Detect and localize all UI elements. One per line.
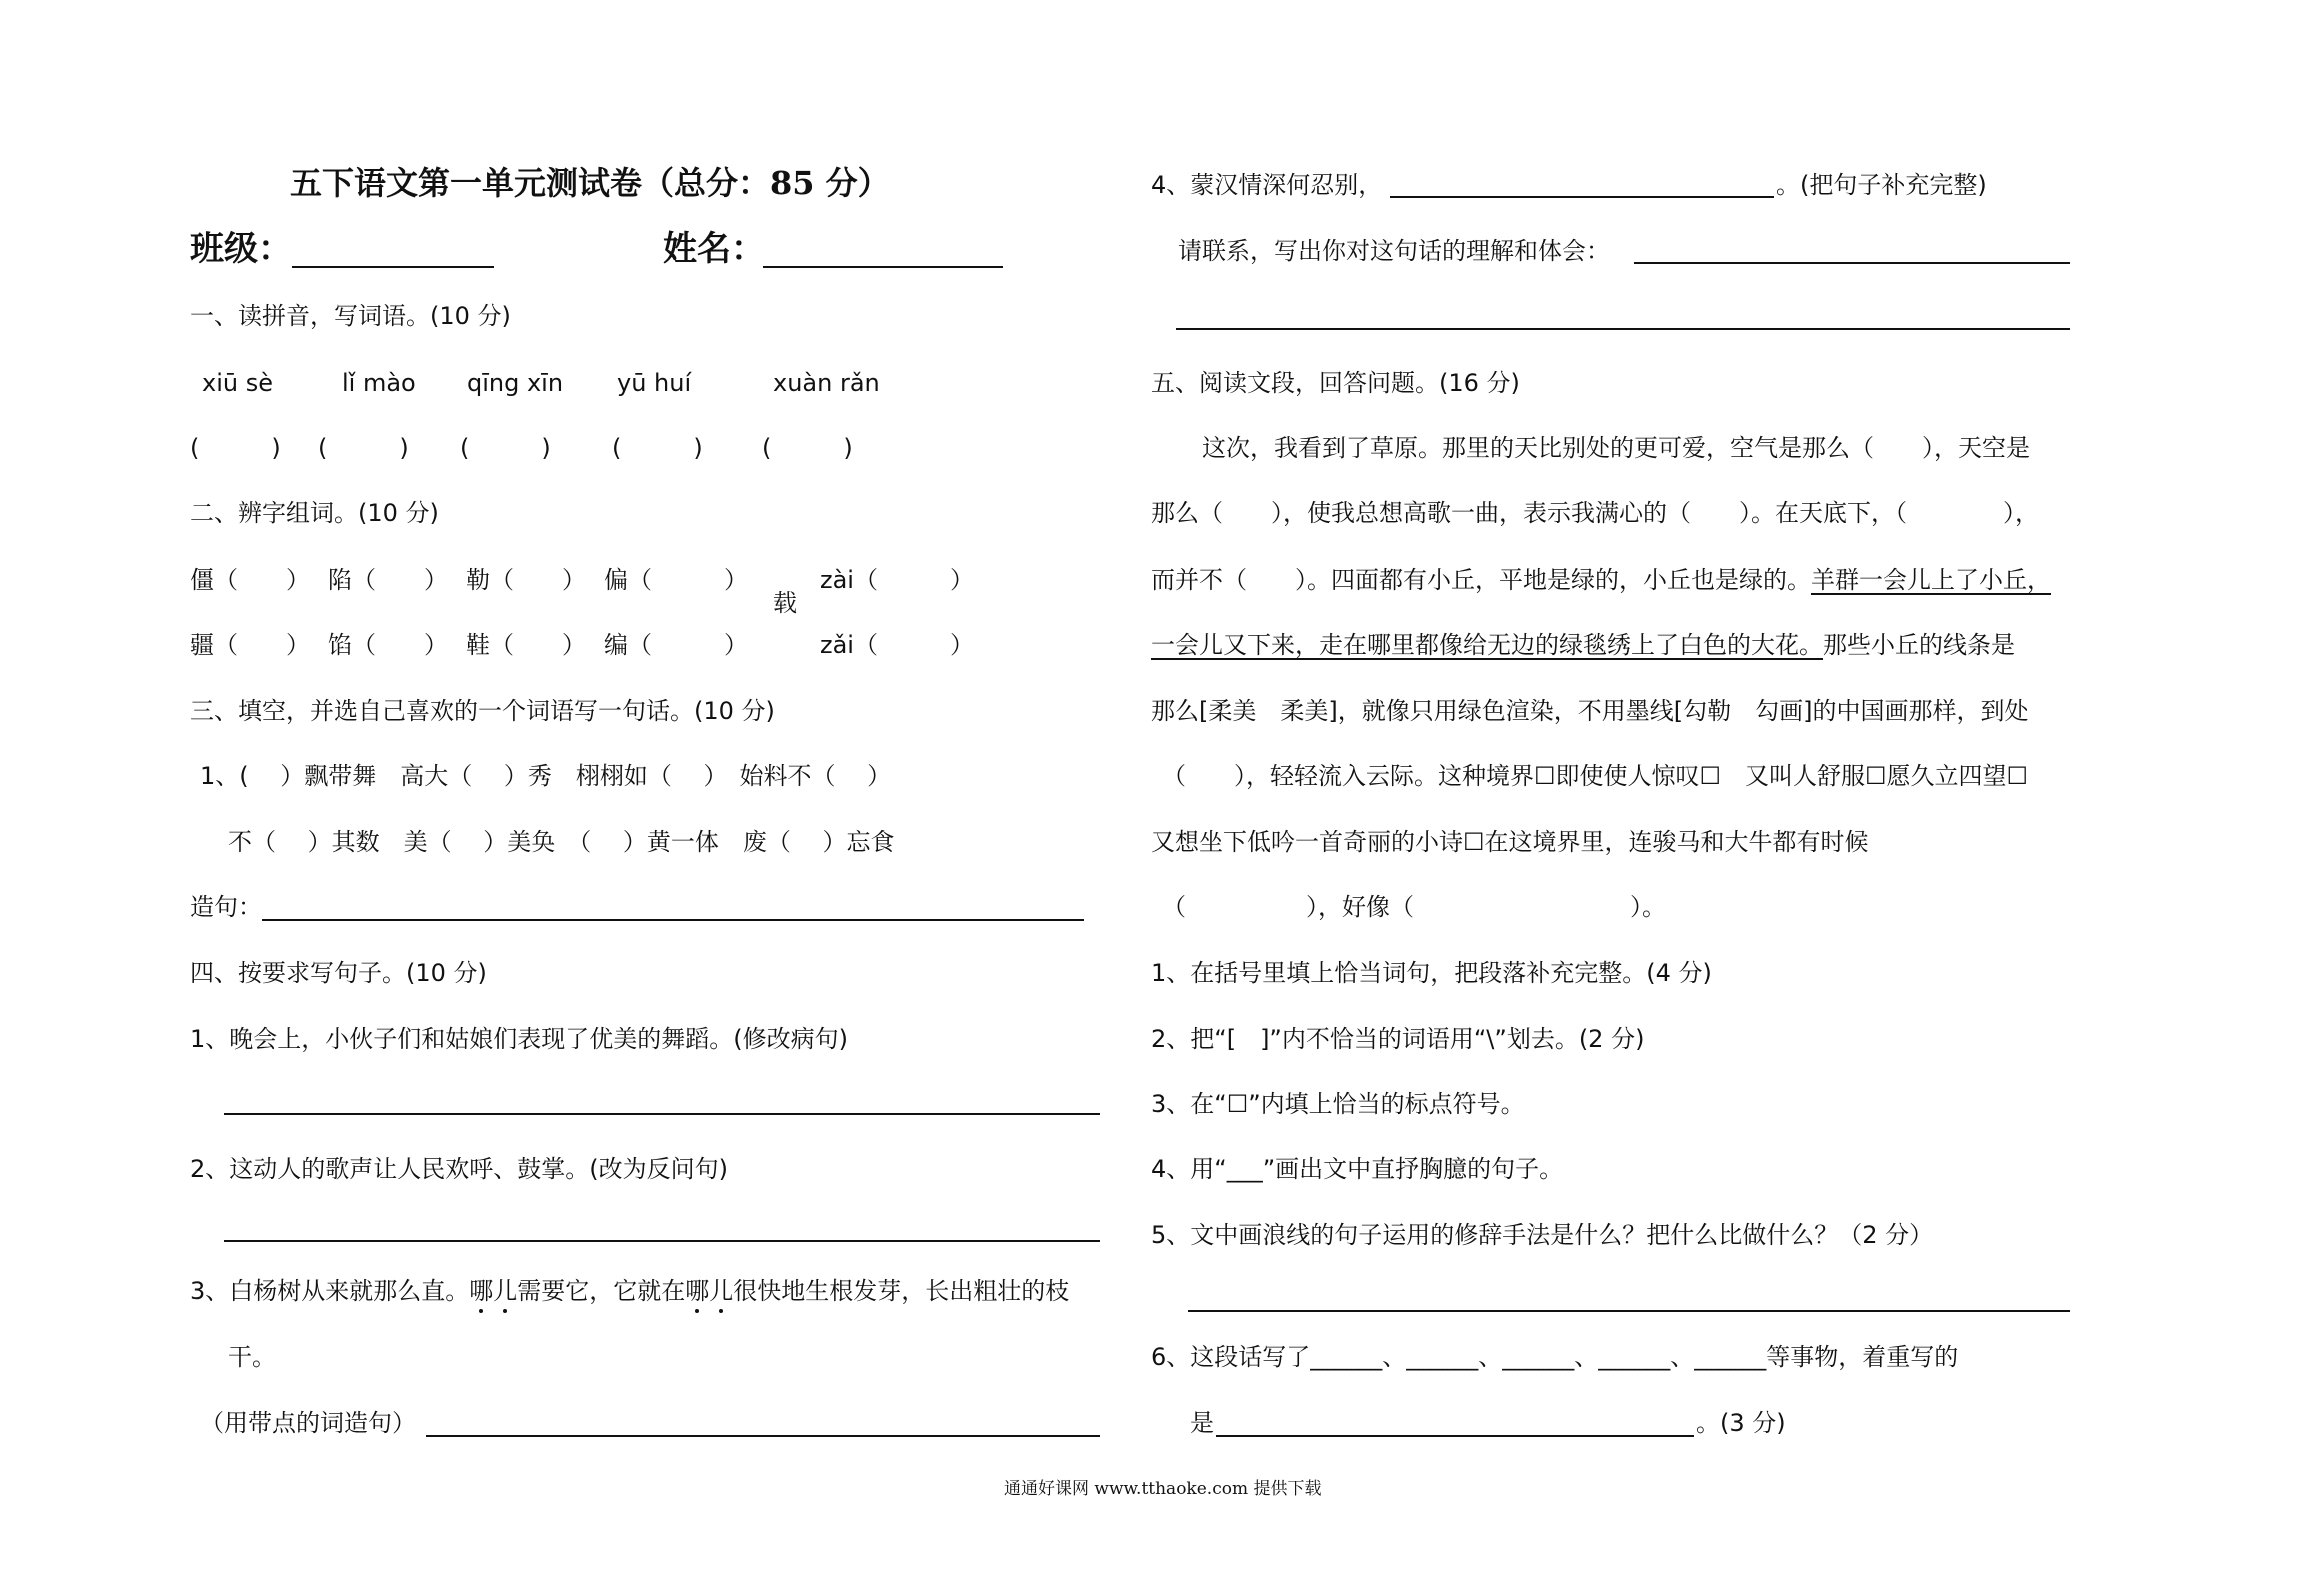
char-group-3b[interactable]: 鞋（ ） xyxy=(466,631,586,659)
s4-question-2: 2、这动人的歌声让人民欢呼、鼓掌。(改为反问句) xyxy=(190,1155,728,1183)
name-blank[interactable] xyxy=(763,266,1003,268)
zaoju-label: 造句： xyxy=(190,893,262,921)
s5-question-1: 1、在括号里填上恰当词句，把段落补充完整。(4 分) xyxy=(1151,959,1712,987)
char-group-2b[interactable]: 馅（ ） xyxy=(328,631,448,659)
s4-answer-line-3[interactable] xyxy=(426,1435,1100,1437)
pinyin-3: qīng xīn xyxy=(467,369,564,397)
zai-char: 载 xyxy=(773,589,797,617)
char-group-2a[interactable]: 陷（ ） xyxy=(328,566,448,594)
class-blank[interactable] xyxy=(292,266,494,268)
pinyin-5: xuàn rǎn xyxy=(773,369,880,397)
pinyin-1: xiū sè xyxy=(202,369,273,397)
passage-line-6: （ ），轻轻流入云际。这种境界☐即使使人惊叹☐ 又叫人舒服☐愿久立四望☐ xyxy=(1162,762,2029,790)
pinyin-answer-4[interactable]: ( ) xyxy=(612,434,703,462)
name-label: 姓名： xyxy=(663,229,765,269)
s5-question-6-tail: 。(3 分) xyxy=(1696,1409,1786,1437)
passage-line-1: 这次，我看到了草原。那里的天比别处的更可爱，空气是那么（ ），天空是 xyxy=(1202,434,2030,462)
class-label: 班级： xyxy=(190,229,292,269)
idiom-row-2[interactable]: 不（ ）其数 美（ ）美奂 （ ）黄一体 废（ ）忘食 xyxy=(228,828,895,856)
wavy-sentence-b: 一会儿又下来，走在哪里都像给无边的绿毯绣上了白色的大花。 xyxy=(1151,631,1823,659)
s5-answer-line-5[interactable] xyxy=(1188,1310,2070,1312)
section-3-heading: 三、填空，并选自己喜欢的一个词语写一句话。(10 分) xyxy=(190,697,775,725)
s4-answer-line-1[interactable] xyxy=(224,1113,1100,1115)
s4-question-4: 4、蒙汉情深何忍别， xyxy=(1151,171,1383,199)
s5-question-6[interactable]: 6、这段话写了______、______、______、______、______等事物，着重写的 xyxy=(1151,1343,1959,1371)
s5-answer-line-6[interactable] xyxy=(1216,1435,1694,1437)
idiom-row-1[interactable]: 1、( ）飘带舞 高大（ ）秀 栩栩如（ ） 始料不（ ） xyxy=(200,762,892,790)
section-5-heading: 五、阅读文段，回答问题。(16 分) xyxy=(1151,369,1520,397)
pinyin-answer-1[interactable]: ( ) xyxy=(190,434,281,462)
zaoju-line[interactable] xyxy=(262,919,1084,921)
passage-line-7: 又想坐下低吟一首奇丽的小诗☐在这境界里，连骏马和大牛都有时候 xyxy=(1151,828,1869,856)
char-group-1a[interactable]: 僵（ ） xyxy=(190,566,310,594)
s4-question-3-task: （用带点的词造句） xyxy=(200,1409,416,1437)
passage-line-8: （ ），好像（ ）。 xyxy=(1162,893,1666,921)
wavy-sentence-a: 羊群一会儿上了小丘， xyxy=(1811,566,2051,594)
passage-line-5: 那么[柔美 柔美]，就像只用绿色渲染，不用墨线[勾勒 勾画]的中国画那样，到处 xyxy=(1151,697,2029,725)
pinyin-answer-3[interactable]: ( ) xyxy=(460,434,551,462)
page-footer: 通通好课网 www.tthaoke.com 提供下载 xyxy=(1004,1479,1322,1499)
s4-question-4-tail: 。(把句子补充完整) xyxy=(1776,171,1987,199)
s5-question-6-b: 是 xyxy=(1190,1409,1214,1437)
passage-line-2: 那么（ ），使我总想高歌一曲，表示我满心的（ ）。在天底下，（ ）， xyxy=(1151,499,2039,527)
section-4-heading: 四、按要求写句子。(10 分) xyxy=(190,959,487,987)
passage-line-3: 而并不（ ）。四面都有小丘，平地是绿的，小丘也是绿的。羊群一会儿上了小丘， xyxy=(1151,566,2051,594)
s5-question-2: 2、把“[ ]”内不恰当的词语用“\”划去。(2 分) xyxy=(1151,1025,1645,1053)
section-1-heading: 一、读拼音，写词语。(10 分) xyxy=(190,302,511,330)
s5-question-3: 3、在“☐”内填上恰当的标点符号。 xyxy=(1151,1090,1525,1118)
s4-question-3: 3、白杨树从来就那么直。哪儿需要它，它就在哪儿很快地生根发芽，长出粗壮的枝 xyxy=(190,1277,1070,1305)
s4-question-1: 1、晚会上，小伙子们和姑娘们表现了优美的舞蹈。(修改病句) xyxy=(190,1025,848,1053)
char-group-4b[interactable]: 编（ ） xyxy=(604,631,748,659)
pinyin-2: lǐ mào xyxy=(342,369,416,397)
page-title: 五下语文第一单元测试卷（总分：85 分） xyxy=(290,164,890,202)
char-group-1b[interactable]: 疆（ ） xyxy=(190,631,310,659)
zai-group-2[interactable]: zǎi（ ） xyxy=(820,631,974,659)
s4-answer-line-2[interactable] xyxy=(224,1240,1100,1242)
char-group-4a[interactable]: 偏（ ） xyxy=(604,566,748,594)
s4-answer-line-6[interactable] xyxy=(1176,328,2070,330)
zai-group-1[interactable]: zài（ ） xyxy=(820,566,974,594)
s4-question-4-b: 请联系，写出你对这句话的理解和体会： xyxy=(1178,237,1610,265)
pinyin-4: yū huí xyxy=(617,369,692,397)
s5-question-5: 5、文中画浪线的句子运用的修辞手法是什么？把什么比做什么？（2 分） xyxy=(1151,1221,1934,1249)
section-2-heading: 二、辨字组词。(10 分) xyxy=(190,499,439,527)
s5-question-4: 4、用“___”画出文中直抒胸臆的句子。 xyxy=(1151,1155,1564,1183)
s4-answer-line-4[interactable] xyxy=(1390,196,1774,198)
char-group-3a[interactable]: 勒（ ） xyxy=(466,566,586,594)
passage-line-4: 一会儿又下来，走在哪里都像给无边的绿毯绣上了白色的大花。那些小丘的线条是 xyxy=(1151,631,2015,659)
pinyin-answer-5[interactable]: ( ) xyxy=(762,434,853,462)
pinyin-answer-2[interactable]: ( ) xyxy=(318,434,409,462)
s4-question-3-cont: 干。 xyxy=(228,1343,276,1371)
s4-answer-line-5[interactable] xyxy=(1634,262,2070,264)
